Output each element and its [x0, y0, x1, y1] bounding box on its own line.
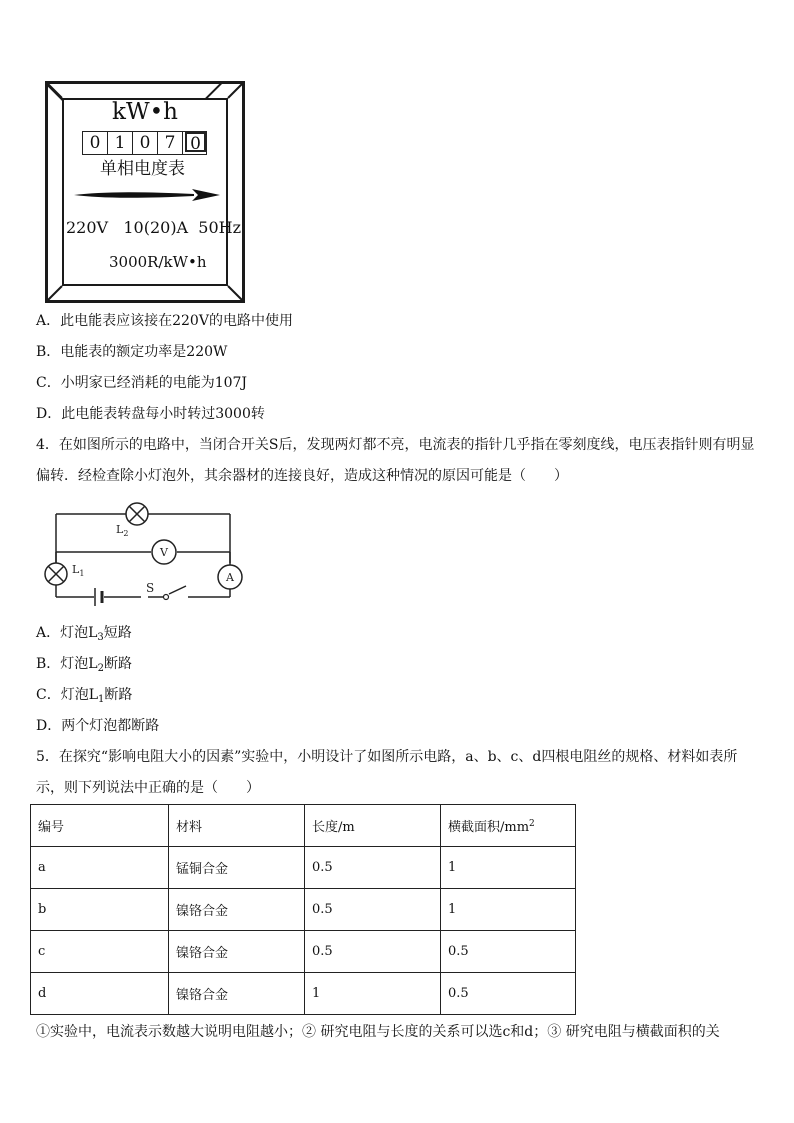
meter-name: 单相电度表	[100, 159, 185, 179]
meter-digit: 7	[158, 132, 183, 154]
lamp-l1-label: $L_1$	[72, 563, 85, 578]
q4-option-a: A．灯泡$L_3$短路	[36, 625, 132, 643]
meter-digit: 0	[83, 132, 108, 154]
q5-stem: 5．在探究“影响电阻大小的因素”实验中，小明设计了如图所示电路，a、b、c、d四根电阻丝的规格、材料如表所示，则下列说法中正确的是（ ）	[36, 749, 738, 796]
table-row	[31, 931, 576, 973]
q3-option-a: A．此电能表应该接在220V的电路中使用	[36, 313, 293, 329]
table-cell: b	[31, 889, 169, 931]
resistance-wire-table	[30, 804, 576, 1015]
table-cell: 0.5	[441, 973, 576, 1015]
meter-unit: kW•h	[112, 99, 178, 125]
q4-option-c: C．灯泡$L_1$断路	[36, 687, 133, 705]
col-header-area: 横截面积$/mm^2$	[441, 805, 576, 847]
table-cell: 0.5	[305, 931, 441, 973]
col-header-id: 编号	[31, 805, 169, 847]
q5-statement: ①实验中，电流表示数越大说明电阻越小；② 研究电阻与长度的关系可以选c和d；③ 研究电阻与横截面积的关	[36, 1024, 720, 1040]
table-cell: 0.5	[441, 931, 576, 973]
table-cell: 1	[441, 889, 576, 931]
col-header-length: 长度/m	[305, 805, 441, 847]
table-cell: 1	[441, 847, 576, 889]
q4-option-d: D．两个灯泡都断路	[36, 718, 160, 734]
table-cell: 镍铬合金	[169, 973, 305, 1015]
table-cell: a	[31, 847, 169, 889]
lamp-l1-icon	[45, 563, 67, 585]
meter-spec: 220V 10(20)A 50Hz	[66, 218, 242, 237]
q3-option-b: B．电能表的额定功率是220W	[36, 344, 228, 360]
voltmeter-label: V	[160, 546, 168, 559]
q3-option-c: C．小明家已经消耗的电能为107J	[36, 375, 248, 391]
table-header-row	[31, 805, 576, 847]
table-cell: d	[31, 973, 169, 1015]
lamp-l2-label: $L_2$	[116, 523, 129, 538]
lamp-l2-icon	[126, 503, 148, 525]
switch-label: S	[146, 581, 155, 595]
meter-digit: 0	[133, 132, 158, 154]
table-cell: 镍铬合金	[169, 931, 305, 973]
q4-option-b: B．灯泡$L_2$断路	[36, 656, 132, 674]
table-cell: 1	[305, 973, 441, 1015]
table-cell: 0.5	[305, 889, 441, 931]
circuit-diagram	[36, 497, 256, 609]
q4-stem: 4．在如图所示的电路中，当闭合开关S后，发现两灯都不亮，电流表的指针几乎指在零刻度线，电压表指针则有明显偏转．经检查除小灯泡外，其余器材的连接良好，造成这种情况的原因可能是（ ）	[36, 437, 755, 484]
table-row	[31, 847, 576, 889]
meter-digit-counter	[82, 131, 207, 155]
table-row	[31, 889, 576, 931]
table-cell: 镍铬合金	[169, 889, 305, 931]
meter-revolutions: 3000R/kW•h	[109, 253, 207, 271]
switch-icon	[164, 595, 169, 600]
table-cell: 0.5	[305, 847, 441, 889]
table-row	[31, 973, 576, 1015]
table-cell: c	[31, 931, 169, 973]
meter-digit-decimal: 0	[185, 132, 206, 152]
col-header-material: 材料	[169, 805, 305, 847]
rotation-arrow-icon	[74, 187, 220, 203]
ammeter-label: A	[226, 571, 234, 584]
table-cell: 锰铜合金	[169, 847, 305, 889]
q3-option-d: D．此电能表转盘每小时转过3000转	[36, 406, 265, 422]
battery-icon	[95, 588, 102, 606]
meter-digit: 1	[108, 132, 133, 154]
